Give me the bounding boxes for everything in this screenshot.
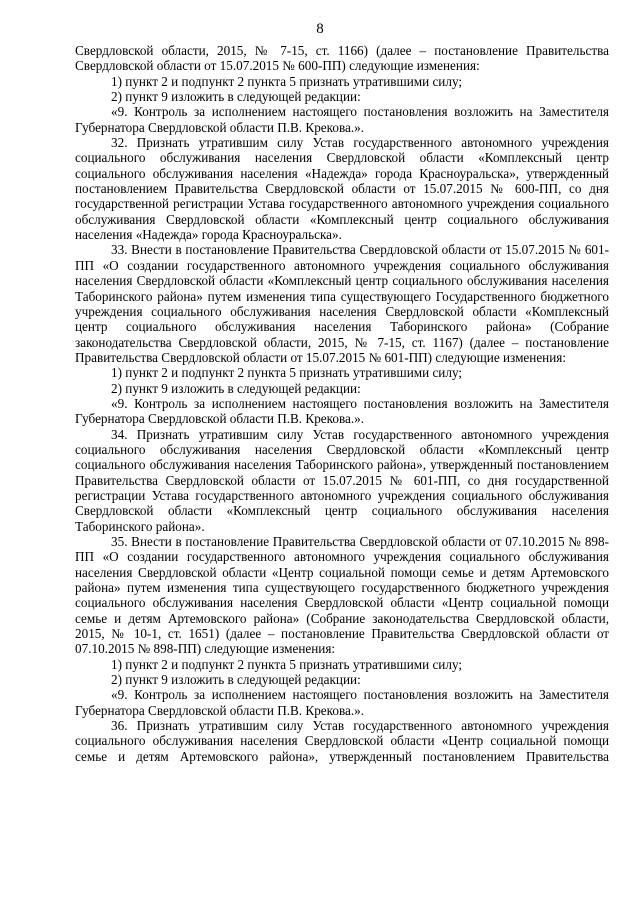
quote-31-item-9: «9. Контроль за исполнением настоящего постановления возложить на Заместителя Губернатора Свердловской области П.В. Крекова.». xyxy=(75,104,609,135)
list-item-35-1: 1) пункт 2 и подпункт 2 пункта 5 признать утратившими силу; xyxy=(111,656,463,672)
paragraph-32: 32. Признать утратившим силу Устав государственного автономного учреждения социального обслуживания населения Свердловской области «Комплексный центр социального обслуживания населения «Надежда» города Красноуральска», утвержденный постановлением Правительства Свердловской области от 15.07.2015 № 600-ПП, со дня государственной регистрации Устава государственного автономного учреждения социального обслуживания Свердловской области «Комплексный центр социального обслуживания населения «Надежда» города Красноуральска». xyxy=(75,135,609,243)
paragraph-34: 34. Признать утратившим силу Устав государственного автономного учреждения социального обслуживания населения Свердловской области «Комплексный центр социального обслуживания населения Таборинского района», утвержденный постановлением Правительства Свердловской области от 15.07.2015 № 601-ПП, со дня государственной регистрации Устава государственного автономного учреждения социального обслуживания Свердловской области «Комплексный центр социального обслуживания населения Таборинского района». xyxy=(75,426,609,534)
paragraph-31-continuation: Свердловской области, 2015, № 7-15, ст. 1166) (далее – постановление Правительства Свердловской области от 15.07.2015 № 600-ПП) следующие изменения: xyxy=(75,43,609,74)
page-number: 8 xyxy=(316,21,324,37)
list-item-33-2: 2) пункт 9 изложить в следующей редакции: xyxy=(111,380,361,396)
quote-33-item-9: «9. Контроль за исполнением настоящего постановления возложить на Заместителя Губернатора Свердловской области П.В. Крекова.». xyxy=(75,395,609,427)
list-item-31-2: 2) пункт 9 изложить в следующей редакции: xyxy=(111,89,361,105)
paragraph-36: 36. Признать утратившим силу Устав государственного автономного учреждения социального обслуживания населения Свердловской области «Центр социальной помощи семье и детям Артемовского района», утвержденный постановлением Правительства xyxy=(75,718,609,764)
list-item-33-1: 1) пункт 2 и подпункт 2 пункта 5 признать утратившими силу; xyxy=(111,365,463,381)
list-item-35-2: 2) пункт 9 изложить в следующей редакции: xyxy=(111,672,361,688)
list-item-31-1: 1) пункт 2 и подпункт 2 пункта 5 признать утратившими силу; xyxy=(111,73,463,89)
document-body xyxy=(75,43,609,764)
paragraph-35: 35. Внести в постановление Правительства Свердловской области от 07.10.2015 № 898-ПП «О создании государственного автономного учреждения социального обслуживания населения Свердловской области «Центр социальной помощи семье и детям Артемовского района» путем изменения типа существующего государственного бюджетного учреждения социального обслуживания населения Свердловской области «Центр социальной помощи семье и детям Артемовского района» (Собрание законодательства Свердловской области, 2015, № 10-1, ст. 1651) (далее – постановление Правительства Свердловской области от 07.10.2015 № 898-ПП) следующие изменения: xyxy=(75,534,609,657)
paragraph-33: 33. Внести в постановление Правительства Свердловской области от 15.07.2015 № 601-ПП «О создании государственного автономного учреждения социального обслуживания населения Свердловской области «Комплексный центр социального обслуживания населения Таборинского района» путем изменения типа существующего Государственного бюджетного учреждения социального обслуживания населения Свердловской области «Комплексный центр социального обслуживания населения Таборинского района» (Собрание законодательства Свердловской области, 2015, № 7-15, ст. 1167) (далее – постановление Правительства Свердловской области от 15.07.2015 № 601-ПП) следующие изменения: xyxy=(75,242,609,365)
quote-35-item-9: «9. Контроль за исполнением настоящего постановления возложить на Заместителя Губернатора Свердловской области П.В. Крекова.». xyxy=(75,687,609,718)
